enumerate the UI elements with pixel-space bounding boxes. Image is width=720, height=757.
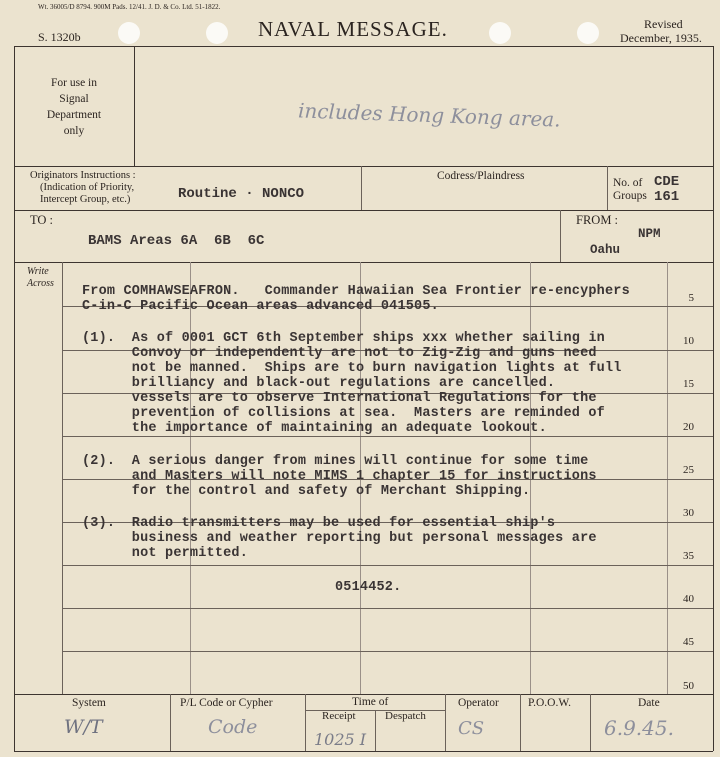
line-number: 15 bbox=[683, 378, 694, 390]
line-number: 30 bbox=[683, 507, 694, 519]
write-across-label: Write Across bbox=[27, 266, 54, 289]
punch-hole bbox=[489, 22, 511, 44]
line-number: 40 bbox=[683, 593, 694, 605]
message-line: prevention of collisions at sea. Masters are reminded of bbox=[82, 406, 605, 421]
message-line: the importance of maintaining an adequate lookout. bbox=[82, 421, 547, 436]
message-line: business and weather reporting but personal messages are bbox=[82, 531, 597, 546]
system-value: W/T bbox=[64, 716, 103, 738]
message-line: C-in-C Pacific Ocean areas advanced 041505. bbox=[82, 299, 439, 314]
instructions-label: Originators Instructions : (Indication of Priority, Intercept Group, etc.) bbox=[30, 170, 136, 205]
message-line: Convoy or independently are not to Zig-Zig and guns need bbox=[82, 346, 597, 361]
line-number: 45 bbox=[683, 636, 694, 648]
message-line: for the control and safety of Merchant Shipping. bbox=[82, 484, 531, 499]
handwritten-note: includes Hong Kong area. bbox=[297, 98, 561, 132]
print-code: Wt. 36005/D 8794. 900M Pads. 12/41. J. D. & Co. Ltd. 51-1822. bbox=[38, 3, 221, 11]
line-number: 35 bbox=[683, 550, 694, 562]
date-label: Date bbox=[638, 697, 660, 709]
from-label: FROM : bbox=[576, 213, 619, 227]
form-number: S. 1320b bbox=[38, 30, 81, 44]
groups-label: No. of Groups bbox=[613, 177, 647, 202]
line-number: 20 bbox=[683, 421, 694, 433]
message-line: (2). A serious danger from mines will continue for some time bbox=[82, 454, 589, 469]
line-number: 50 bbox=[683, 680, 694, 692]
pl-code-label: P/L Code or Cypher bbox=[180, 697, 273, 709]
line-number: 25 bbox=[683, 464, 694, 476]
receipt-value: 1025 I bbox=[314, 730, 367, 749]
punch-hole bbox=[206, 22, 228, 44]
operator-value: CS bbox=[458, 718, 485, 739]
message-line: From COMHAWSEAFRON. Commander Hawaiian Sea Frontier re-encyphers bbox=[82, 284, 630, 299]
date-value: 6.9.45. bbox=[604, 716, 674, 740]
message-dtg: 0514452. bbox=[335, 580, 402, 595]
from-value: NPM Oahu bbox=[590, 227, 661, 257]
message-line: and Masters will note MIMS 1 chapter 15 for instructions bbox=[82, 469, 597, 484]
page-title: NAVAL MESSAGE. bbox=[258, 17, 448, 41]
despatch-label: Despatch bbox=[385, 710, 426, 722]
message-line: brilliancy and black-out regulations are cancelled. bbox=[82, 376, 556, 391]
instructions-value: Routine · NONCO bbox=[178, 186, 305, 202]
to-value: BAMS Areas 6A 6B 6C bbox=[88, 233, 265, 249]
poow-label: P.O.O.W. bbox=[528, 697, 572, 709]
revised-label: Revised bbox=[644, 17, 683, 31]
operator-label: Operator bbox=[458, 697, 499, 709]
to-label: TO : bbox=[30, 213, 54, 227]
groups-value: CDE 161 bbox=[654, 174, 680, 205]
punch-hole bbox=[118, 22, 140, 44]
message-line: (3). Radio transmitters may be used for essential ship's bbox=[82, 516, 556, 531]
punch-hole bbox=[577, 22, 599, 44]
message-line: (1). As of 0001 GCT 6th September ships xxx whether sailing in bbox=[82, 331, 605, 346]
message-line: not be manned. Ships are to burn navigation lights at full bbox=[82, 361, 622, 376]
pl-code-value: Code bbox=[208, 716, 258, 738]
system-label: System bbox=[72, 697, 106, 709]
time-of-label: Time of bbox=[352, 696, 389, 708]
receipt-label: Receipt bbox=[322, 710, 356, 722]
revised-date: December, 1935. bbox=[620, 31, 702, 45]
signal-department-label: For use in Signal Department only bbox=[46, 77, 102, 137]
line-number: 5 bbox=[688, 292, 694, 304]
codress-label: Codress/Plaindress bbox=[437, 170, 525, 182]
line-number: 10 bbox=[683, 335, 694, 347]
message-line: vessels are to observe International Regulations for the bbox=[82, 391, 597, 406]
message-line: not permitted. bbox=[82, 546, 249, 561]
